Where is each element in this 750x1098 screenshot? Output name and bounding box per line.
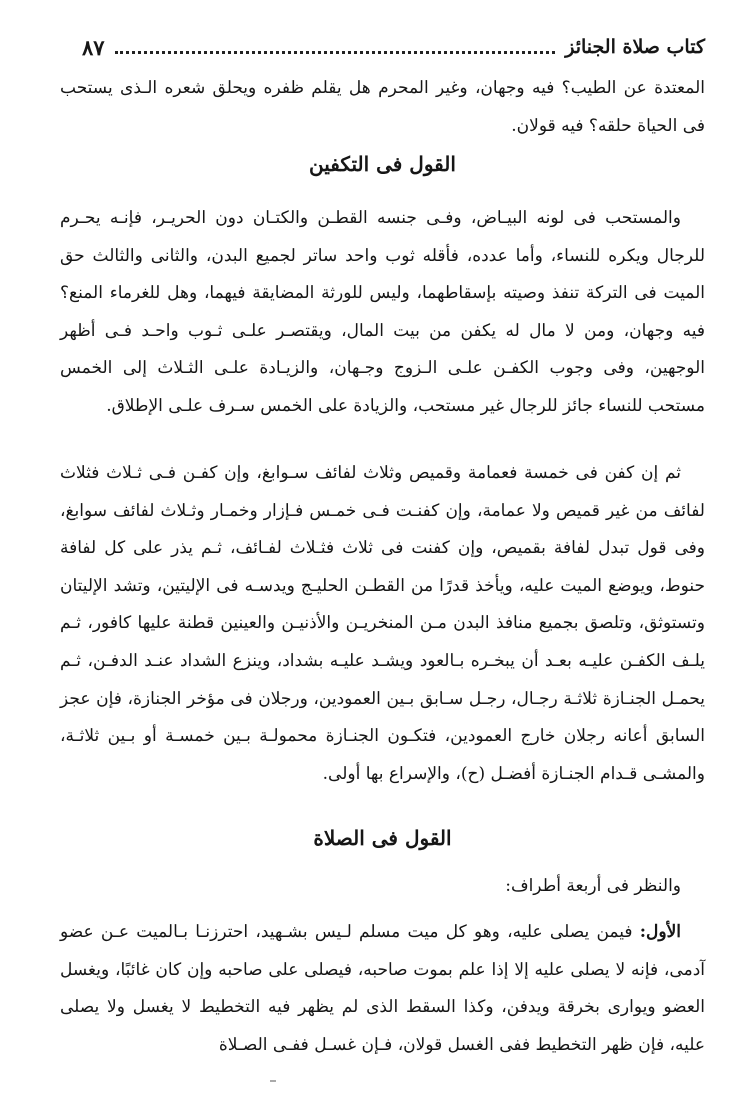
header-title: كتاب صلاة الجنائز (565, 36, 705, 58)
paragraph-shrouding-1 (60, 200, 705, 426)
paragraph-intro (60, 868, 705, 906)
page-number: ٨٧ (82, 34, 105, 60)
print-mark (270, 1080, 276, 1082)
running-header (82, 30, 705, 64)
section-heading-shrouding: القول فى التكفين (309, 152, 456, 176)
paragraph-text: والمستحب فى لونه البيـاض، وفـى جنسه القطـن والكتـان دون الحريـر، فإنـه يحـرم للرجال ويكره للنساء، وأما عدده، فأقله ثوب واحد ساتر لجميع البدن، والثانى والثالث حق الميت فى التركة تنفذ وصيته بإسقاطهما، وليس للورثة المضايقة فيهما، وهل للغرماء المنع؟ فيه وجهان، ومن لا مال له يكفن من بيت المال، ويقتصـر علـى ثـوب واحـد فـى أظهر الوجهين، وفى وجوب الكفـن علـى الـزوج وجـهان، والزيـادة علـى الثـلاث إلى الخمس مستحب للنساء جائز للرجال غير مستحب، والزيادة على الخمس سـرف علـى الإطلاق. (60, 208, 705, 416)
paragraph-lead-label: الأول: (639, 922, 681, 942)
paragraph-first-part (60, 914, 705, 1064)
paragraph-text: والنظر فى أربعة أطراف: (505, 876, 681, 896)
paragraph-text: ثم إن كفن فى خمسة فعمامة وقميص وثلاث لفائف سـوابغ، وإن كفـن فـى ثـلاث فثلاث لفائف من غير قميص ولا عمامة، وإن كفنـت فـى خمـس فـإزار وخمـار وثـلاث لفائف سوابغ، وفى قول تبدل لفافة بقميص، وإن كفنت فى ثلاث فثـلاث لفـائف، ثـم يذر على كل لفافة حنوط، ويوضع الميت عليه، ويأخذ قدرًا من القطـن الحليـج ويدسـه فى الإليتين، وتشد الإليتان وتستوثق، وتلصق بجميع منافذ البدن مـن المنخريـن والأذنيـن والعينين قطنة عليها كافور، ثـم يلـف الكفـن عليـه بعـد أن يبخـره بـالعود ويشـد عليـه بشداد، وينزع الشداد عنـد الدفـن، ثـم يحمـل الجنـازة ثلاثـة رجـال، رجـل سـابق بـين العمودين، ورجلان فى مؤخر الجنازة، فإن عجز السابق أعانه رجلان خارج العمودين، فتكـون الجنـازة محمولـة بـين خمسـة أو بـين ثلاثـة، والمشـى قـدام الجنـازة أفضـل (ح)، والإسراع بها أولى. (60, 463, 705, 784)
paragraph-text (60, 914, 705, 1064)
paragraph-shrouding-2 (60, 455, 705, 793)
header-dot-leader (115, 41, 556, 54)
paragraph-continued (60, 70, 705, 145)
paragraph-body: فيمن يصلى عليه، وهو كل ميت مسلم لـيس بشـهيد، احترزنـا بـالميت عـن عضو آدمى، فإنه لا يصلى عليه إلا إذا علم بموت صاحبه، فيصلى على صاحبه وإن كان غائبًا، ويغسل العضو ويوارى بخرقة ويدفن، وكذا السقط الذى لم يظهر فيه التخطيط لا يغسل ولا يصلى عليه، فإن ظهر التخطيط ففى الغسل قولان، فـإن غسـل ففـى الصـلاة (60, 922, 705, 1055)
paragraph-text: المعتدة عن الطيب؟ فيه وجهان، وغير المحرم هل يقلم ظفره ويحلق شعره الـذى يستحب فى الحياة حلقه؟ فيه قولان. (60, 78, 705, 136)
section-heading-prayer: القول فى الصلاة (313, 826, 452, 850)
